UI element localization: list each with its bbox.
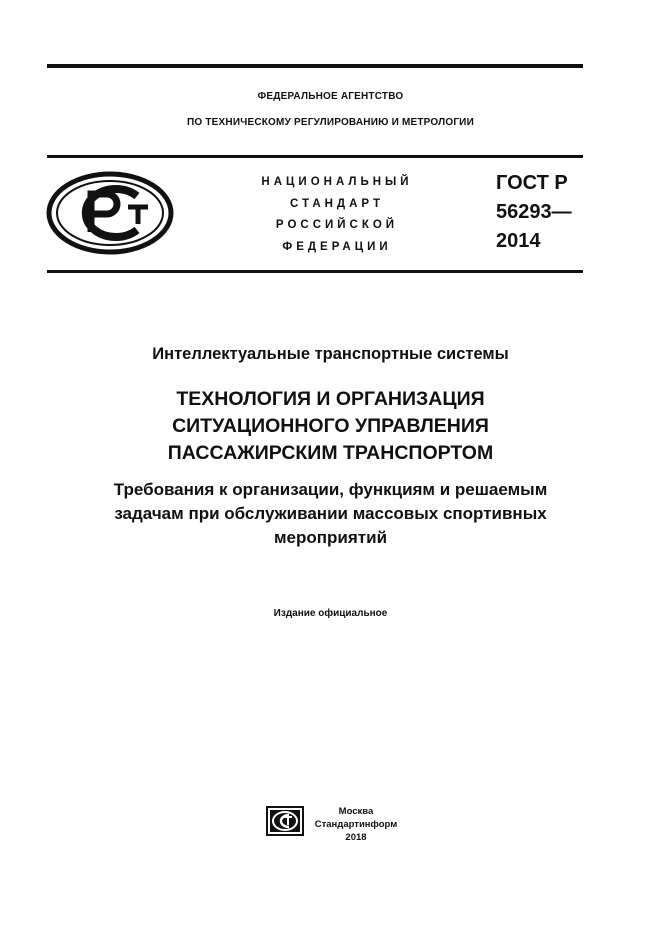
requirements-line2: задачам при обслуживании массовых спортивных xyxy=(114,504,547,523)
standard-line3: РОССИЙСКОЙ xyxy=(275,219,399,231)
publisher-city: Москва xyxy=(338,806,374,817)
standard-code-line3: 2014 xyxy=(496,230,541,252)
standard-line1: НАЦИОНАЛЬНЫЙ xyxy=(261,176,413,188)
title-line3: ПАССАЖИРСКИМ ТРАНСПОРТОМ xyxy=(167,442,494,464)
publisher-year: 2018 xyxy=(345,832,367,843)
header-divider xyxy=(47,155,583,158)
title-line1: ТЕХНОЛОГИЯ И ОРГАНИЗАЦИЯ xyxy=(176,388,485,410)
title-line2: СИТУАЦИОННОГО УПРАВЛЕНИЯ xyxy=(172,415,489,437)
document-subtitle: Интеллектуальные транспортные системы xyxy=(152,345,509,363)
standartinform-logo-icon xyxy=(266,806,304,836)
standard-line4: ФЕДЕРАЦИИ xyxy=(282,240,392,253)
standard-code-line2: 56293— xyxy=(496,201,572,223)
edition-note: Издание официальное xyxy=(273,608,388,619)
gost-rst-logo-icon xyxy=(45,170,175,256)
requirements-line1: Требования к организации, функциям и решаемым xyxy=(113,480,548,499)
agency-name-line1: ФЕДЕРАЛЬНОЕ АГЕНТСТВО xyxy=(257,91,404,102)
publisher-name: Стандартинформ xyxy=(314,819,398,830)
top-divider xyxy=(47,64,583,68)
document-title xyxy=(0,386,661,467)
requirements-line3: мероприятий xyxy=(273,528,388,547)
national-standard-block xyxy=(222,172,452,258)
title-block-divider xyxy=(47,270,583,273)
standard-code-line1: ГОСТ Р xyxy=(496,172,568,194)
agency-name-line2: ПО ТЕХНИЧЕСКОМУ РЕГУЛИРОВАНИЮ И МЕТРОЛОГИИ xyxy=(187,117,474,128)
document-requirements xyxy=(0,478,661,550)
standard-line2: СТАНДАРТ xyxy=(290,197,384,210)
standard-code xyxy=(496,169,572,256)
publisher-block xyxy=(306,805,406,844)
